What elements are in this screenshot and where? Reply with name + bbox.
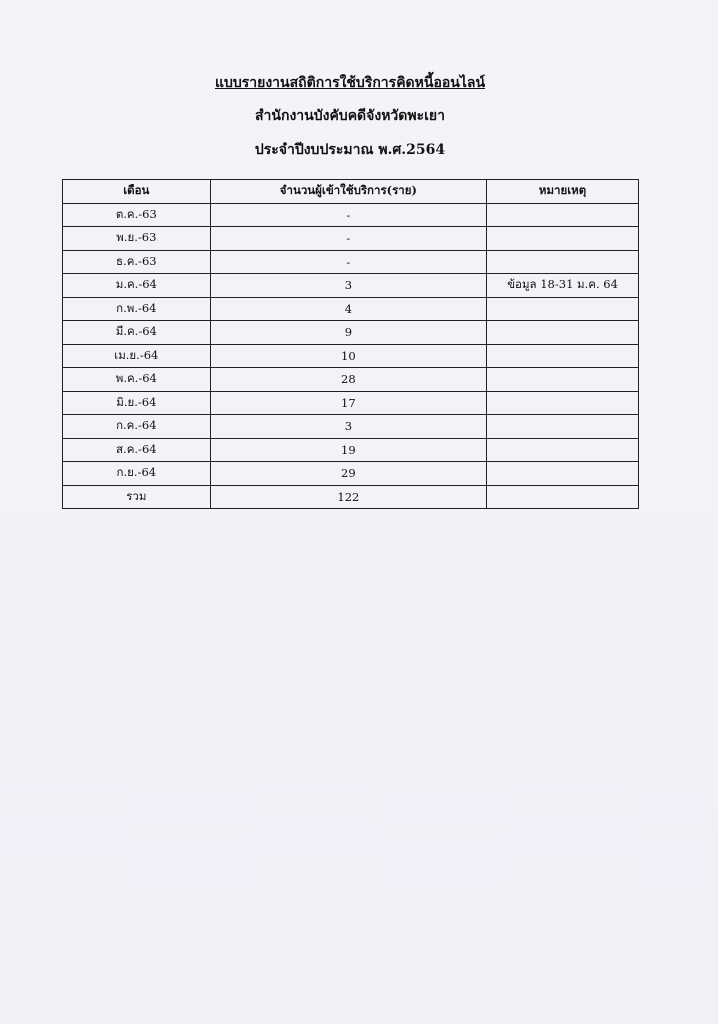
cell-note [487, 391, 639, 415]
cell-count: - [210, 203, 486, 227]
cell-total-note [487, 485, 639, 509]
cell-note [487, 227, 639, 251]
table-row [63, 321, 639, 345]
cell-month: ม.ค.-64 [63, 274, 211, 298]
report-title: แบบรายงานสถิติการใช้บริการคิดหนี้ออนไลน์ [214, 75, 486, 91]
table-row [63, 274, 639, 298]
table-row [63, 250, 639, 274]
cell-count: 29 [210, 462, 486, 486]
cell-note: ข้อมูล 18-31 ม.ค. 64 [487, 274, 639, 298]
cell-count: 4 [210, 297, 486, 321]
column-header-count: จำนวนผู้เข้าใช้บริการ(ราย) [210, 180, 486, 204]
cell-count: - [210, 227, 486, 251]
cell-note [487, 368, 639, 392]
cell-note [487, 462, 639, 486]
cell-note [487, 438, 639, 462]
cell-count: 9 [210, 321, 486, 345]
cell-month: ก.ค.-64 [63, 415, 211, 439]
cell-count: 3 [210, 415, 486, 439]
cell-month: ก.ย.-64 [63, 462, 211, 486]
table-total-row [63, 485, 639, 509]
cell-month: ธ.ค.-63 [63, 250, 211, 274]
cell-note [487, 250, 639, 274]
cell-month: พ.ย.-63 [63, 227, 211, 251]
table-row [63, 391, 639, 415]
cell-note [487, 415, 639, 439]
cell-count: 19 [210, 438, 486, 462]
cell-note [487, 203, 639, 227]
table-row [63, 462, 639, 486]
cell-count: 3 [210, 274, 486, 298]
cell-count: 28 [210, 368, 486, 392]
cell-month: พ.ค.-64 [63, 368, 211, 392]
report-header [60, 74, 640, 159]
table-row [63, 227, 639, 251]
cell-month: ส.ค.-64 [63, 438, 211, 462]
cell-total-label: รวม [63, 485, 211, 509]
table-header-row [63, 180, 639, 204]
table-row [63, 203, 639, 227]
statistics-table [62, 179, 639, 509]
table-row [63, 368, 639, 392]
column-header-note: หมายเหตุ [487, 180, 639, 204]
cell-month: ก.พ.-64 [63, 297, 211, 321]
cell-total-count: 122 [210, 485, 486, 509]
table-row [63, 297, 639, 321]
table-row [63, 438, 639, 462]
fiscal-year: ประจำปีงบประมาณ พ.ศ.2564 [254, 142, 446, 158]
column-header-month: เดือน [63, 180, 211, 204]
cell-month: ต.ค.-63 [63, 203, 211, 227]
office-name: สำนักงานบังคับคดีจังหวัดพะเยา [255, 108, 445, 124]
cell-note [487, 297, 639, 321]
cell-month: เม.ย.-64 [63, 344, 211, 368]
cell-month: มิ.ย.-64 [63, 391, 211, 415]
table-row [63, 415, 639, 439]
cell-count: - [210, 250, 486, 274]
cell-month: มี.ค.-64 [63, 321, 211, 345]
cell-count: 10 [210, 344, 486, 368]
table-row [63, 344, 639, 368]
cell-count: 17 [210, 391, 486, 415]
cell-note [487, 344, 639, 368]
cell-note [487, 321, 639, 345]
